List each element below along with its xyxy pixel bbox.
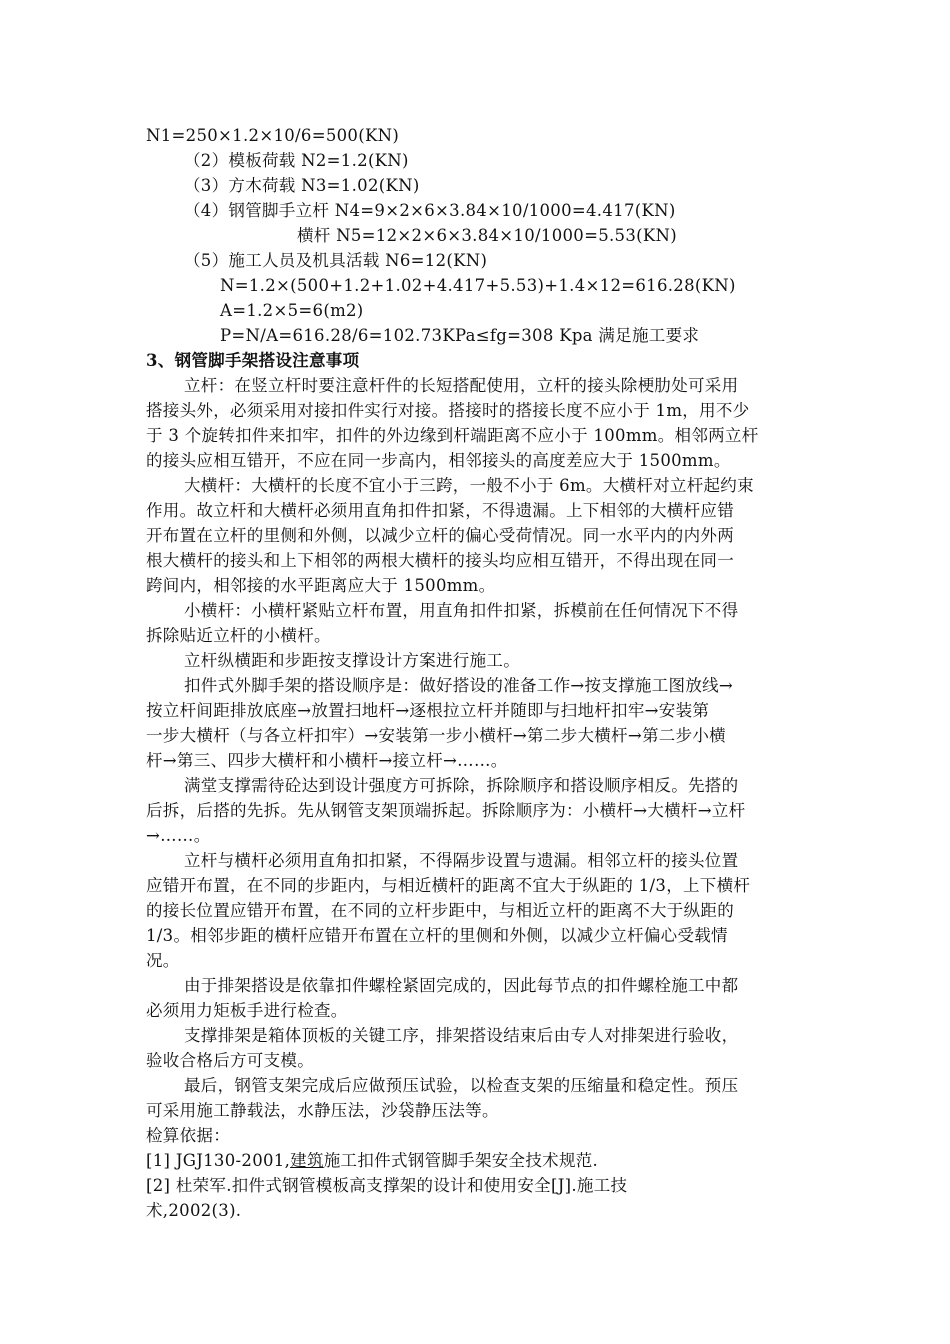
paragraph-line: 拆除贴近立杆的小横杆。: [146, 626, 331, 645]
paragraph-line: 扣件式外脚手架的搭设顺序是：做好搭设的准备工作→按支撑施工图放线→: [184, 676, 734, 695]
reference-1-id: [1] JGJ130-2001,: [146, 1151, 291, 1170]
load-item-4-crossbar: 横杆 N5=12×2×6×3.84×10/1000=5.53(KN): [297, 226, 677, 245]
reference-1: [146, 1151, 598, 1171]
paragraph-line: 跨间内，相邻接的水平距离应大于 1500mm。: [146, 576, 496, 595]
paragraph-line: 满堂支撑需待砼达到设计强度方可拆除，拆除顺序和搭设顺序相反。先搭的: [184, 776, 739, 795]
paragraph-line: 作用。故立杆和大横杆必须用直角扣件扣紧，不得遗漏。上下相邻的大横杆应错: [146, 501, 734, 520]
paragraph-line: 杆→第三、四步大横杆和小横杆→接立杆→……。: [146, 751, 508, 770]
load-item-2: （2）模板荷载 N2=1.2(KN): [184, 151, 409, 170]
paragraph-line: 必须用力矩板手进行检查。: [146, 1001, 348, 1020]
paragraph-line: 立杆：在竖立杆时要注意杆件的长短搭配使用，立杆的接头除梗肋处可采用: [184, 376, 739, 395]
paragraph-line: 立杆纵横距和步距按支撑设计方案进行施工。: [184, 651, 520, 670]
paragraph-line: 支撑排架是箱体顶板的关键工序，排架搭设结束后由专人对排架进行验收，: [184, 1026, 739, 1045]
load-item-4: （4）钢管脚手立杆 N4=9×2×6×3.84×10/1000=4.417(KN): [184, 201, 676, 220]
paragraph-line: 应错开布置，在不同的步距内，与相近横杆的距离不宜大于纵距的 1/3，上下横杆: [146, 876, 751, 895]
paragraph-line: 搭接头外，必须采用对接扣件实行对接。搭接时的搭接长度不应小于 1m，用不少: [146, 401, 750, 420]
section-heading: 3、钢管脚手架搭设注意事项: [146, 351, 360, 370]
load-item-3: （3）方木荷载 N3=1.02(KN): [184, 176, 420, 195]
paragraph-line: 按立杆间距排放底座→放置扫地杆→逐根拉立杆并随即与扫地杆扣牢→安装第: [146, 701, 710, 720]
paragraph-line: 开布置在立杆的里侧和外侧，以减少立杆的偏心受荷情况。同一水平内的内外两: [146, 526, 734, 545]
paragraph-line: 小横杆：小横杆紧贴立杆布置，用直角扣件扣紧，拆模前在任何情况下不得: [184, 601, 739, 620]
paragraph-line: 1/3。相邻步距的横杆应错开布置在立杆的里侧和外侧，以减少立杆偏心受载情: [146, 926, 728, 945]
paragraph-line: 由于排架搭设是依靠扣件螺栓紧固完成的，因此每节点的扣件螺栓施工中都: [184, 976, 739, 995]
paragraph-line: 的接头应相互错开，不应在同一步高内，相邻接头的高度差应大于 1500mm。: [146, 451, 731, 470]
paragraph-line: 大横杆：大横杆的长度不宜小于三跨，一般不小于 6m。大横杆对立杆起约束: [184, 476, 754, 495]
paragraph-line: 可采用施工静载法，水静压法，沙袋静压法等。: [146, 1101, 499, 1120]
paragraph-line: 况。: [146, 951, 180, 970]
formula-n-total: N=1.2×(500+1.2+1.02+4.417+5.53)+1.4×12=616.28(KN): [220, 276, 736, 295]
paragraph-line: 验收合格后方可支模。: [146, 1051, 314, 1070]
reference-1-title: 施工扣件式钢管脚手架安全技术规范.: [323, 1151, 599, 1170]
paragraph-line: 立杆与横杆必须用直角扣扣紧，不得隔步设置与遗漏。相邻立杆的接头位置: [184, 851, 739, 870]
reference-2-cont: 术,2002(3).: [146, 1201, 242, 1220]
formula-area: A=1.2×5=6(m2): [220, 301, 364, 320]
reference-1-underlined: 建筑: [290, 1151, 324, 1170]
references-heading: 检算依据：: [146, 1126, 230, 1145]
paragraph-line: →……。: [146, 826, 211, 845]
paragraph-line: 于 3 个旋转扣件来扣牢，扣件的外边缘到杆端距离不应小于 100mm。相邻两立杆: [146, 426, 759, 445]
formula-n1: N1=250×1.2×10/6=500(KN): [146, 126, 400, 145]
paragraph-line: 根大横杆的接头和上下相邻的两根大横杆的接头均应相互错开，不得出现在同一: [146, 551, 734, 570]
paragraph-line: 后拆，后搭的先拆。先从钢管支架顶端拆起。拆除顺序为：小横杆→大横杆→立杆: [146, 801, 746, 820]
load-item-5: （5）施工人员及机具活载 N6=12(KN): [184, 251, 488, 270]
reference-2: [2] 杜荣军.扣件式钢管模板高支撑架的设计和使用安全[J].施工技: [146, 1176, 628, 1195]
paragraph-line: 最后，钢管支架完成后应做预压试验，以检查支架的压缩量和稳定性。预压: [184, 1076, 739, 1095]
formula-pressure: P=N/A=616.28/6=102.73KPa≤fg=308 Kpa 满足施工要求: [220, 326, 700, 345]
paragraph-line: 一步大横杆（与各立杆扣牢）→安装第一步小横杆→第二步大横杆→第二步小横: [146, 726, 726, 745]
paragraph-line: 的接长位置应错开布置，在不同的立杆步距中，与相近立杆的距离不大于纵距的: [146, 901, 734, 920]
